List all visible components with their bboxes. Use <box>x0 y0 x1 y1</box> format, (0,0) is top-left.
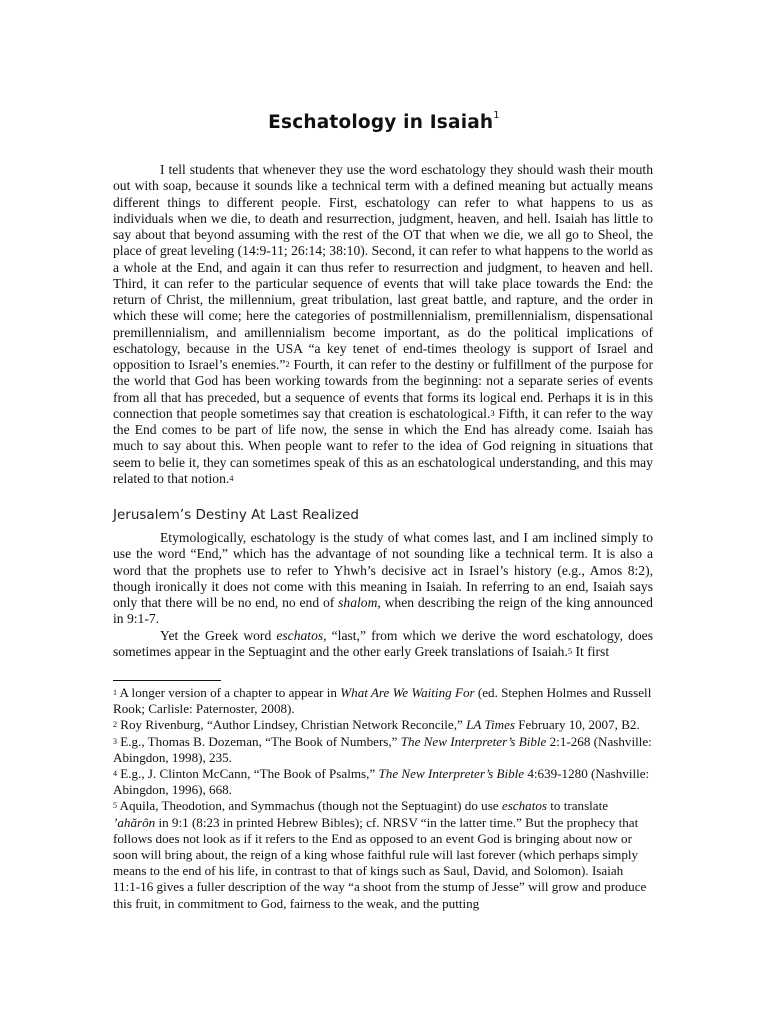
footnote-italic: eschatos <box>501 798 547 814</box>
footnote-number: 2 <box>113 720 117 730</box>
footnote-text: (ed. Stephen Holmes and Russell Rook; Carlisle: Paternoster, 2008). <box>113 685 652 717</box>
footnote-text: 2:1-268 (Nashville: Abingdon, 1998), 235. <box>113 733 652 765</box>
paragraph-text: It first <box>572 643 610 659</box>
footnote-marker: 2 <box>285 359 290 369</box>
footnote-2 <box>113 717 653 733</box>
title-text: Eschatology in Isaiah <box>268 112 494 133</box>
footnote-text: A longer version of a chapter to appear in <box>117 685 341 700</box>
paragraph-text: Etymologically, eschatology is the study of what comes last, and I am inclined simply to use the word “End,” which has the advantage of not sounding like a technical term. It is also a word that the prophets use to refer to Yhwh’s decisive act in Israel’s history (e.g., Amos 8:2), though ironically it does not come with this meaning in Isaiah. In referring to an end, Isaiah says only that there will be no end, no end of <box>113 530 653 610</box>
paragraph-text: Fourth, it can refer to the destiny or fulfillment of the purpose for the world that God has been working towards from the beginning: not a separate series of events from all that has preceded, but a sequence of events that forms its logical end. Perhaps it is in this connection that people sometimes say that creation is eschatological. <box>113 357 653 421</box>
footnote-text: E.g., Thomas B. Dozeman, “The Book of Numbers,” <box>117 733 401 749</box>
footnote-5 <box>113 798 653 911</box>
section-heading: Jerusalem’s Destiny At Last Realized <box>113 507 359 523</box>
title-footnote-marker: 1 <box>493 110 500 121</box>
page-title <box>0 112 768 133</box>
footnote-italic: The New Interpreter’s Bible <box>378 766 525 782</box>
footnote-number: 3 <box>113 736 117 746</box>
paragraph <box>113 162 653 487</box>
footnote-separator <box>113 680 221 681</box>
footnote-1 <box>113 685 653 717</box>
paragraph <box>113 530 653 628</box>
paragraph-text: Yet the Greek word <box>160 627 277 643</box>
footnote-text: Roy Rivenburg, “Author Lindsey, Christian Network Reconcile,” <box>117 717 467 733</box>
footnote-text: 4:639-1280 (Nashville: Abingdon, 1996), 668. <box>113 766 650 798</box>
paragraph <box>113 628 653 661</box>
footnote-number: 4 <box>113 769 117 779</box>
footnote-text: Aquila, Theodotion, and Symmachus (though not the Septuagint) do use <box>117 798 502 814</box>
footnote-text: to translate <box>546 798 609 814</box>
footnote-4 <box>113 766 653 798</box>
paragraph-text: , when describing the reign of the king announced in 9:1-7. <box>113 595 653 627</box>
italic-term: shalom <box>338 595 378 610</box>
italic-term: eschatos <box>276 627 324 643</box>
paragraph-text: Fifth, it can refer to the way the End comes to be part of life now, the sense in which the End has already come. Isaiah has much to say about this. When people want to refer to the idea of God reigning in situations that seem to belie it, they can sometimes speak of this as an eschatological understanding, and this may related to that notion. <box>113 405 653 486</box>
footnote-italic: The New Interpreter’s Bible <box>400 733 547 749</box>
footnote-marker: 4 <box>229 472 234 483</box>
section-body <box>113 530 653 660</box>
footnotes <box>113 685 653 912</box>
paragraph-text: , “last,” from which we derive the word eschatology, does sometimes appear in the Septuagint and the other early Greek translations of Isaiah. <box>113 627 653 659</box>
footnote-text: E.g., J. Clinton McCann, “The Book of Psalms,” <box>117 766 379 782</box>
footnote-marker: 3 <box>490 407 495 418</box>
footnote-number: 1 <box>113 688 117 697</box>
footnote-italic: What Are We Waiting For <box>340 685 475 700</box>
footnote-italic: ’ahărôn <box>113 814 156 830</box>
footnote-text: February 10, 2007, B2. <box>515 717 640 733</box>
footnote-3 <box>113 734 653 766</box>
footnote-italic: LA Times <box>466 717 515 733</box>
paragraph-text: I tell students that whenever they use the word eschatology they should wash their mouth out with soap, because it sounds like a technical term with a defined meaning but actually means different things to different people. First, eschatology can refer to what happens to us as individuals when we die, to death and resurrection, judgment, heaven, and hell. Isaiah has little to say about that beyond assuming with the rest of the OT that when we die, we all go to Sheol, the place of great leveling (14:9-11; 26:14; 38:10). Second, it can refer to what happens to the world as a whole at the End, and again it can thus refer to resurrection and judgment, to heaven and hell. Third, it can refer to the particular sequence of events that will take place towards the End: the return of Christ, the millennium, great tribulation, last great battle, and rapture, and the order in which these will come; here the categories of postmillennialism, premillennialism, dispensational premillennialism, and amillennialism become important, as do the political implications of eschatology, because in the USA “a key tenet of end-times theology is support of Israel and opposition to Israel’s enemies.” <box>113 162 653 372</box>
intro-section <box>113 162 653 487</box>
footnote-marker: 5 <box>567 645 573 656</box>
footnote-number: 5 <box>113 801 117 811</box>
footnote-text: in 9:1 (8:23 in printed Hebrew Bibles); cf. NRSV “in the latter time.” But the prophecy that follows does not look as if it refers to the End as opposed to an event God is bringing about now or soon will bring about, the reign of a king whose faithful rule will last forever (which perhaps simply means to the end of his life, in contrast to that of kings such as Saul, David, and Solomon). Isaiah 11:1-16 gives a fuller description of the way “a shoot from the stump of Jesse” will grow and produce this fruit, in commitment to God, fairness to the weak, and the putting <box>113 814 647 911</box>
